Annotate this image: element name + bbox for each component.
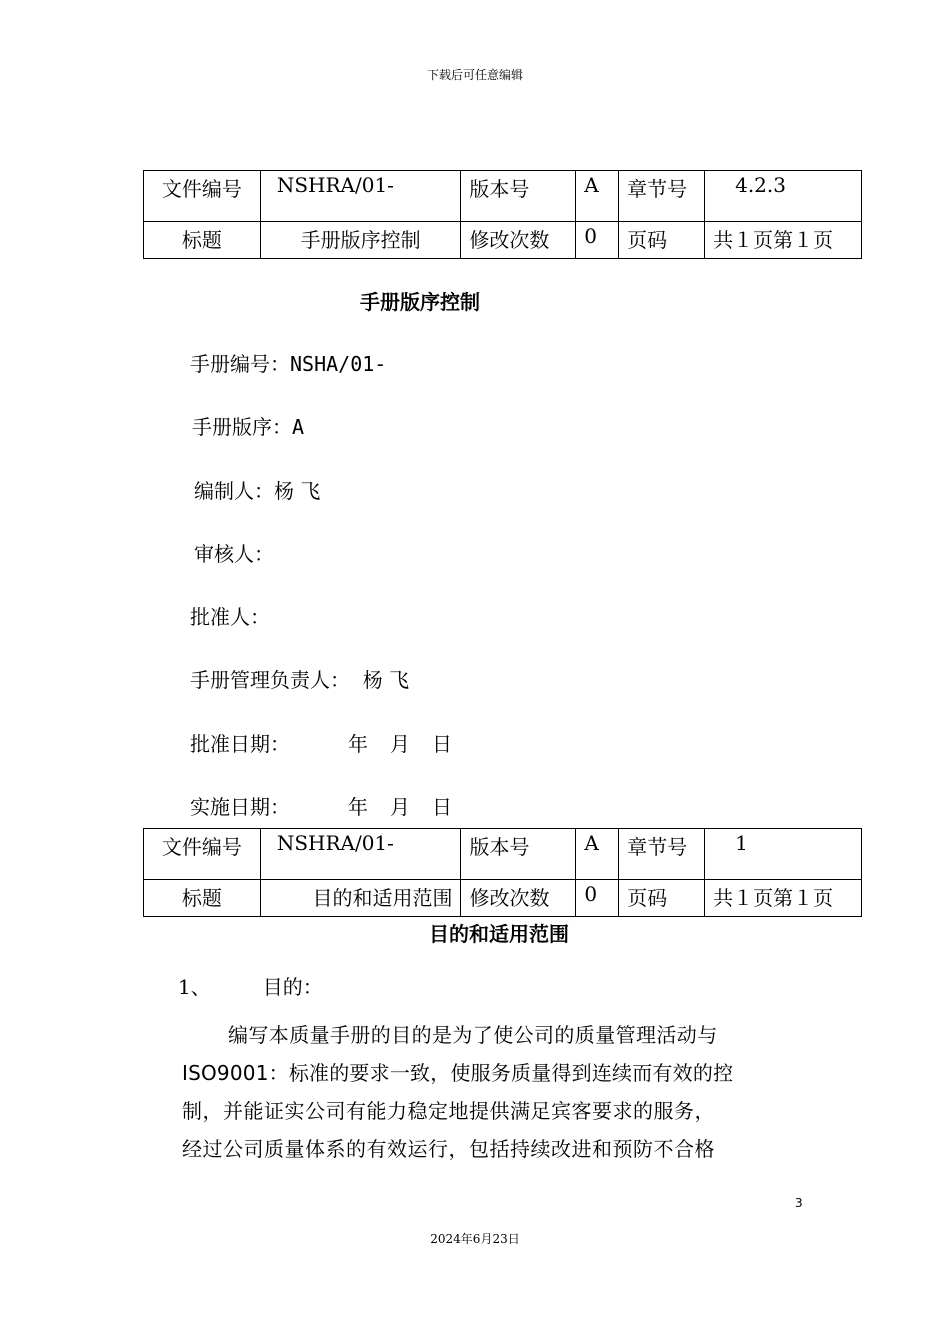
- chapter-value: 4.2.3: [705, 171, 862, 222]
- impl-date-label: 实施日期：: [190, 795, 290, 819]
- revision-label: 修改次数: [461, 880, 576, 917]
- document-info-table: [143, 170, 862, 259]
- manager-label: 手册管理负责人：: [190, 668, 350, 692]
- purpose-paragraph: [182, 1016, 807, 1168]
- doc-no-label: 文件编号: [144, 829, 261, 880]
- approver-label: 批准人：: [190, 605, 270, 629]
- manual-version-field: [192, 411, 304, 440]
- manager-field: [190, 664, 409, 693]
- item-label: 目的：: [262, 975, 323, 999]
- page-number: 3: [795, 1196, 803, 1210]
- manager-value: 杨 飞: [362, 668, 410, 692]
- title-value: 目的和适用范围: [260, 880, 461, 917]
- document-info-table-2: [143, 828, 862, 917]
- version-label: 版本号: [461, 171, 576, 222]
- version-value: A: [576, 171, 619, 222]
- doc-no-value: NSHRA/01-: [260, 171, 461, 222]
- doc-no-value: NSHRA/01-: [260, 829, 461, 880]
- purpose-heading: [178, 971, 323, 1000]
- implementation-date-field: [190, 791, 452, 820]
- title-label: 标题: [144, 222, 261, 259]
- chapter-label: 章节号: [619, 829, 705, 880]
- approval-date-field: [190, 728, 452, 757]
- version-label: 版本号: [461, 829, 576, 880]
- paragraph-line: 编写本质量手册的目的是为了使公司的质量管理活动与: [228, 1023, 718, 1047]
- header-note: 下载后可任意编辑: [426, 68, 523, 82]
- page-value: 共１页第１页: [705, 222, 862, 259]
- paragraph-line: 经过公司质量体系的有效运行，包括持续改进和预防不合格: [182, 1137, 715, 1161]
- manual-version-label: 手册版序：: [192, 415, 292, 439]
- revision-label: 修改次数: [461, 222, 576, 259]
- reviewer-field: [194, 538, 274, 567]
- editor-label: 编制人：: [194, 479, 274, 503]
- editor-value: 杨 飞: [274, 479, 321, 503]
- month-label: 月: [390, 732, 410, 756]
- paragraph-line: ISO9001：标准的要求一致，使服务质量得到连续而有效的控: [182, 1061, 734, 1085]
- manual-no-value: NSHA/01-: [290, 352, 387, 376]
- year-label: 年: [348, 732, 368, 756]
- editor-field: [194, 475, 320, 504]
- revision-value: 0: [576, 222, 619, 259]
- page-label: 页码: [619, 880, 705, 917]
- approval-date-label: 批准日期：: [190, 732, 290, 756]
- day-label: 日: [432, 732, 452, 756]
- reviewer-label: 审核人：: [194, 542, 274, 566]
- title-label: 标题: [144, 880, 261, 917]
- day-label: 日: [432, 795, 452, 819]
- page-value: 共１页第１页: [705, 880, 862, 917]
- month-label: 月: [390, 795, 410, 819]
- page-label: 页码: [619, 222, 705, 259]
- doc-no-label: 文件编号: [144, 171, 261, 222]
- title-value: 手册版序控制: [260, 222, 461, 259]
- paragraph-line: 制，并能证实公司有能力稳定地提供满足宾客要求的服务，: [182, 1099, 715, 1123]
- manual-version-value: A: [292, 415, 305, 439]
- chapter-label: 章节号: [619, 171, 705, 222]
- version-value: A: [576, 829, 619, 880]
- manual-no-field: [190, 348, 386, 377]
- chapter-value: 1: [705, 829, 862, 880]
- section-title-version-control: 手册版序控制: [360, 290, 480, 314]
- section-title-purpose-scope: 目的和适用范围: [429, 922, 569, 946]
- footer-date: 2024年6月23日: [430, 1232, 520, 1246]
- manual-no-label: 手册编号：: [190, 352, 290, 376]
- year-label: 年: [348, 795, 368, 819]
- approver-field: [190, 601, 270, 630]
- revision-value: 0: [576, 880, 619, 917]
- item-number: 1、: [178, 975, 211, 999]
